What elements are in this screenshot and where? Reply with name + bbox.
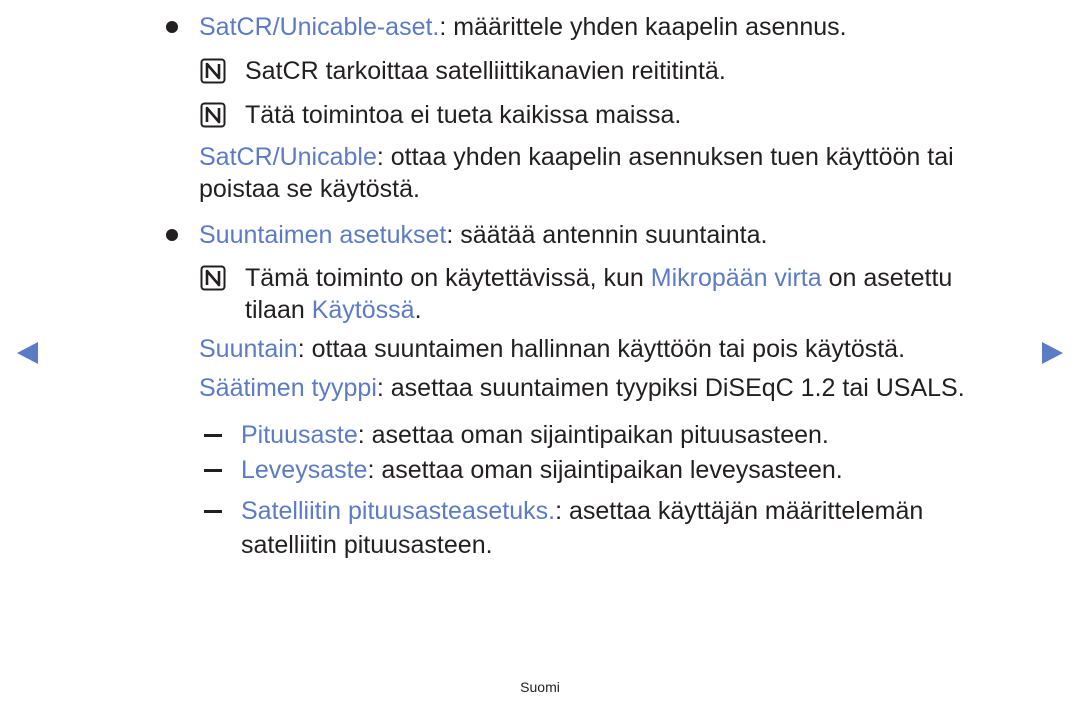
dash-icon: [204, 434, 222, 437]
note-lnb-mid: on asetettu: [821, 264, 953, 292]
suuntaimen-desc: : säätää antennin suuntainta.: [446, 221, 768, 249]
note-lnb-pre2: tilaan: [245, 296, 312, 324]
dash-icon: [204, 469, 222, 472]
suuntain-desc: : ottaa suuntaimen hallinnan käyttöön tai pois käytöstä.: [297, 335, 906, 363]
footer-language: Suomi: [520, 679, 560, 695]
note-icon: [200, 102, 226, 128]
note-icon: [200, 265, 226, 291]
saatimen-desc: : asettaa suuntaimen tyypiksi DiSEqC 1.2 tai USALS.: [376, 374, 965, 402]
satelliitin-item: [241, 496, 923, 526]
note-lnb-line2: [245, 295, 422, 325]
pituusaste-item: [241, 420, 829, 450]
satcr-unicable-desc-line2: poistaa se käytöstä.: [199, 175, 420, 203]
bullet-icon: [166, 229, 178, 241]
note-lnb-post2: .: [414, 296, 422, 324]
note-icon: [200, 58, 226, 84]
leveysaste-desc: : asettaa oman sijaintipaikan leveysasteen.: [367, 456, 843, 484]
triangle-right-icon[interactable]: [1042, 342, 1063, 364]
suuntain-item: [199, 334, 905, 364]
note-lnb-pre: Tämä toiminto on käytettävissä, kun: [245, 264, 651, 292]
note-satcr: SatCR tarkoittaa satelliittikanavien reititintä.: [245, 57, 726, 85]
satelliitin-desc: : asettaa käyttäjän määrittelemän: [555, 497, 924, 525]
satcr-aset-term: SatCR/Unicable-aset.: [199, 13, 440, 41]
satcr-aset-desc: : määrittele yhden kaapelin asennus.: [439, 13, 847, 41]
saatimen-term: Säätimen tyyppi: [199, 374, 377, 402]
satcr-aset-item: [199, 12, 847, 42]
satelliitin-term: Satelliitin pituusasteasetuks.: [241, 497, 556, 525]
suuntaimen-term: Suuntaimen asetukset: [199, 221, 447, 249]
dash-icon: [204, 510, 222, 513]
satcr-unicable-desc: : ottaa yhden kaapelin asennuksen tuen käyttöön tai: [376, 143, 954, 171]
satelliitin-desc-line2: satelliitin pituusasteen.: [241, 531, 493, 559]
satcr-unicable-term: SatCR/Unicable: [199, 143, 377, 171]
suuntain-term: Suuntain: [199, 335, 298, 363]
pituusaste-term: Pituusaste: [241, 421, 358, 449]
pituusaste-desc: : asettaa oman sijaintipaikan pituusasteen.: [357, 421, 829, 449]
leveysaste-term: Leveysaste: [241, 456, 368, 484]
leveysaste-item: [241, 455, 843, 485]
note-lnb-term-kaytossa: Käytössä: [311, 296, 415, 324]
triangle-left-icon[interactable]: [17, 342, 38, 364]
note-lnb: [245, 263, 952, 293]
saatimen-item: [199, 373, 965, 403]
note-countries: Tätä toimintoa ei tueta kaikissa maissa.: [245, 101, 682, 129]
satcr-unicable-item: [199, 142, 954, 172]
bullet-icon: [166, 21, 178, 33]
note-lnb-term-mikropaan: Mikropään virta: [650, 264, 822, 292]
suuntaimen-item: [199, 220, 767, 250]
